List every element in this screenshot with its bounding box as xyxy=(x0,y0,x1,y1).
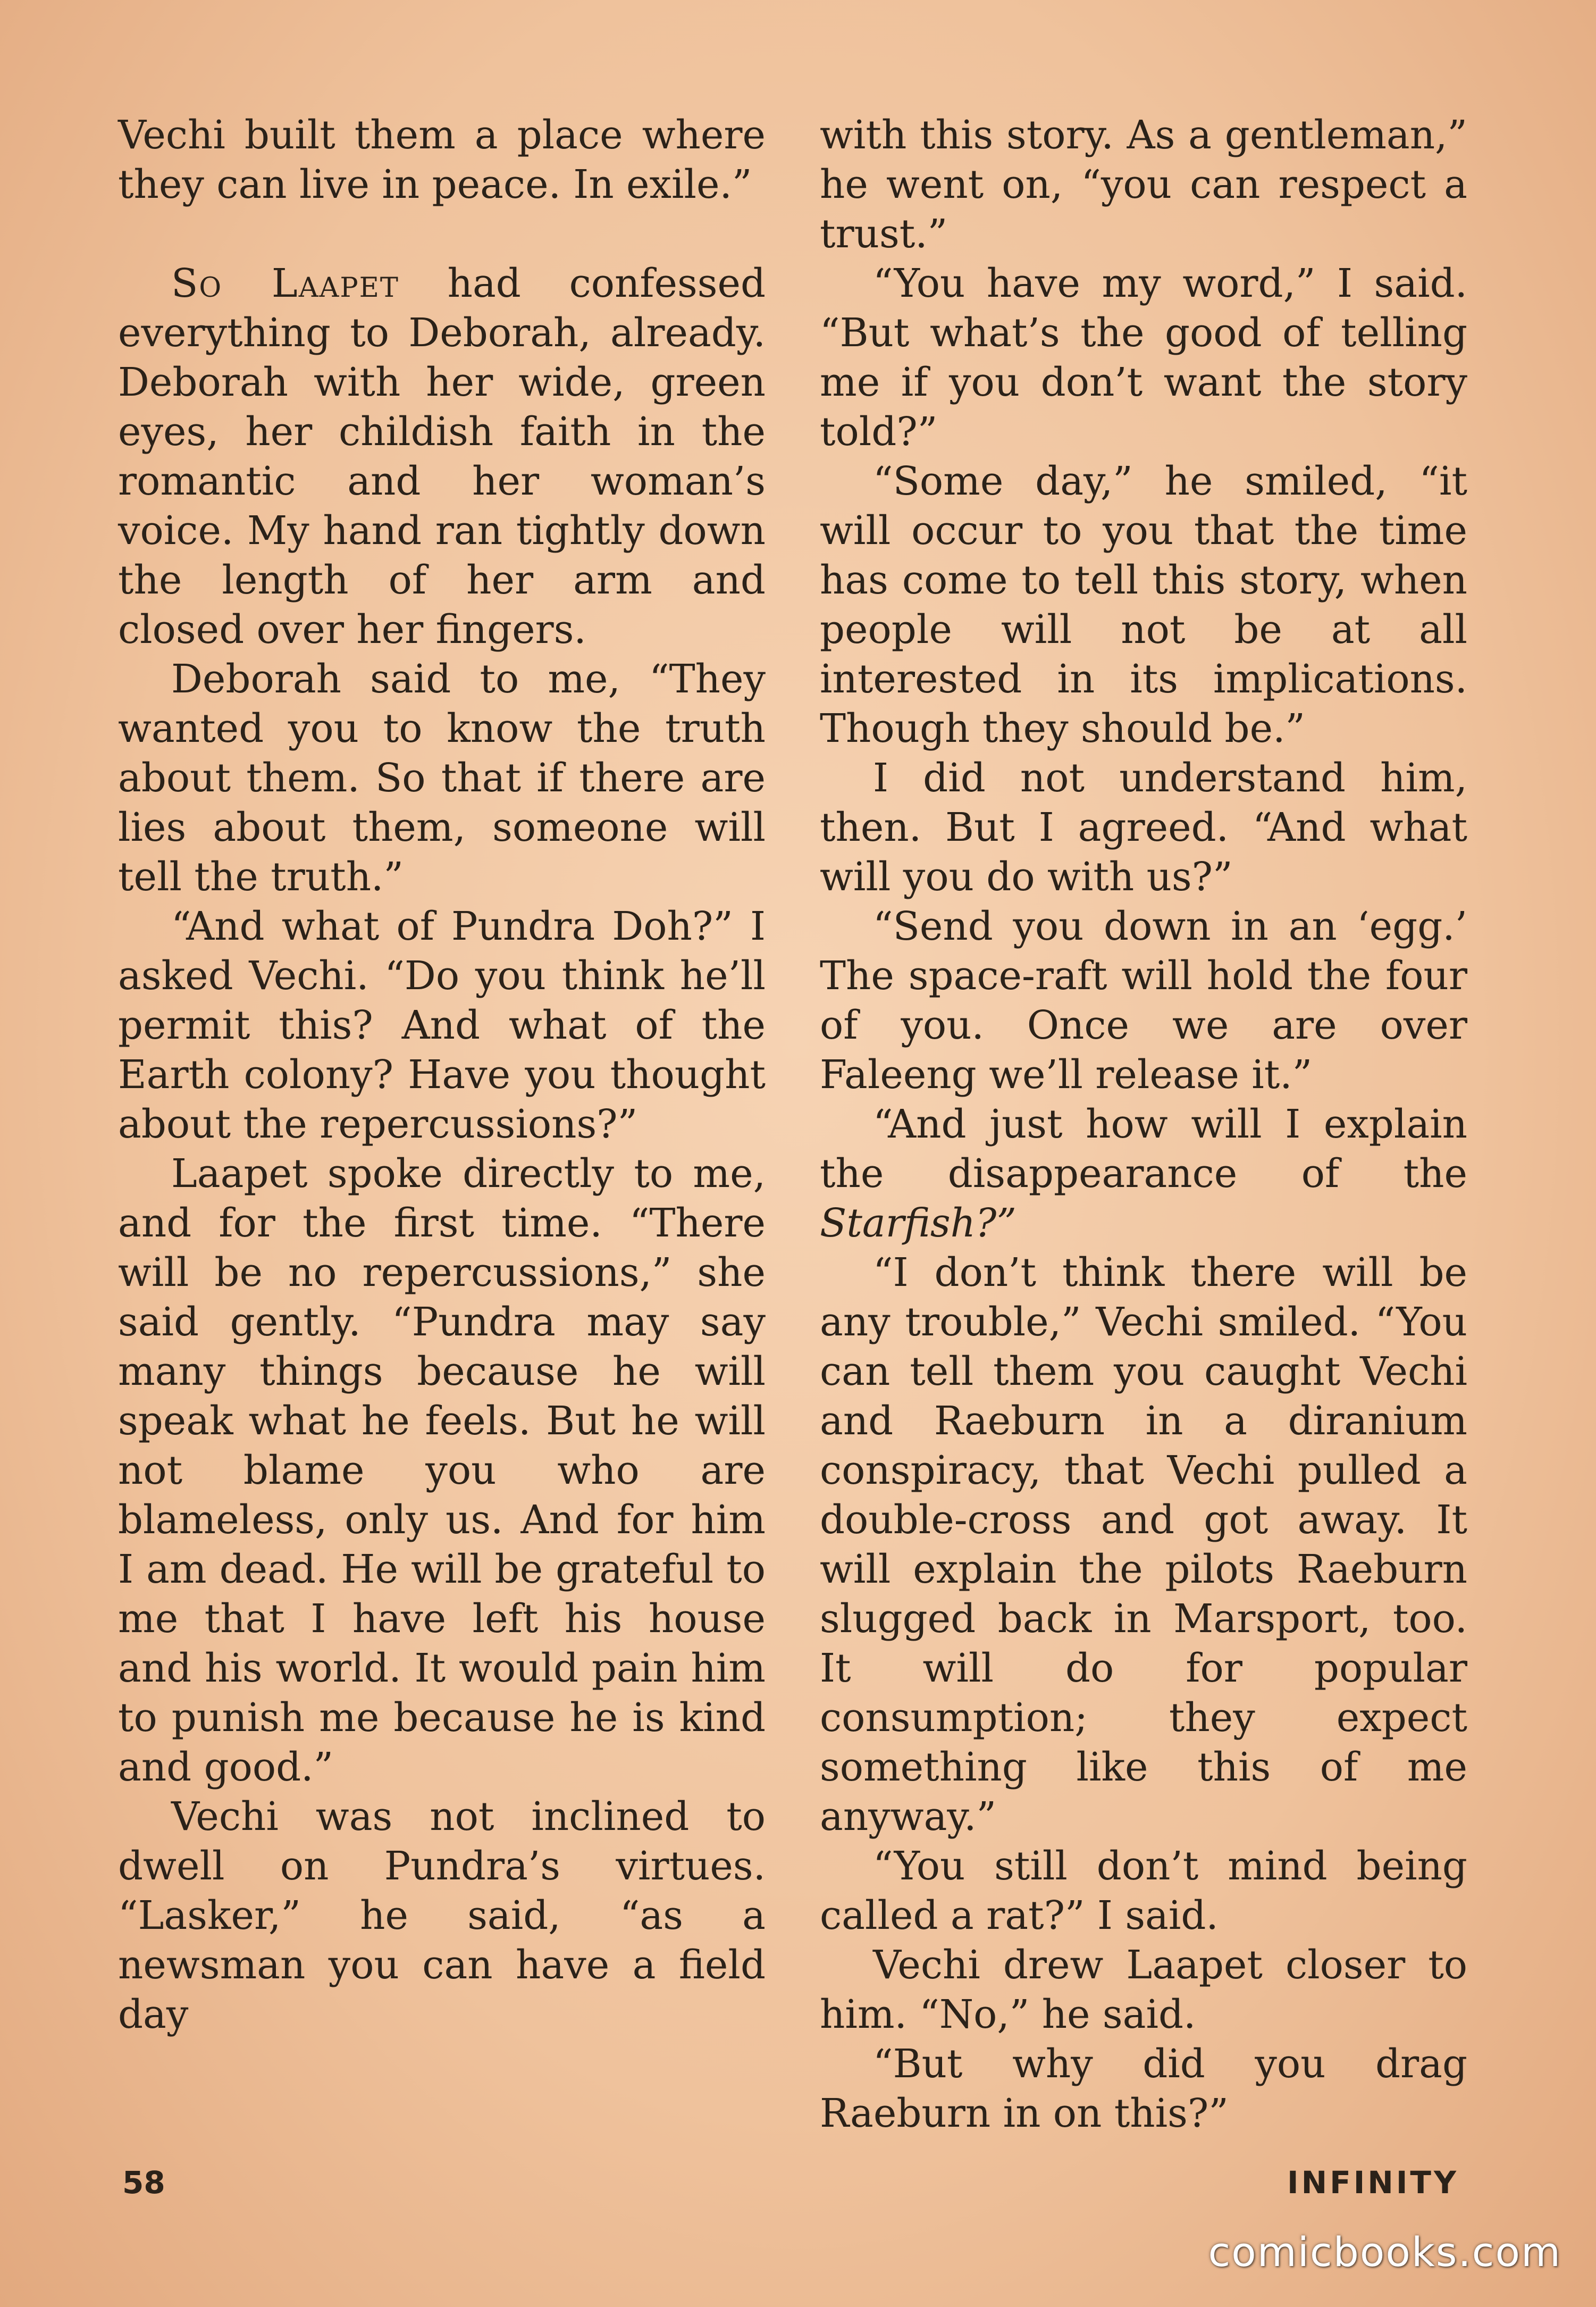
paragraph xyxy=(820,1941,1467,2039)
left-text-column xyxy=(118,111,766,2039)
paragraph-text: Deborah said to me, “They wanted you to know the truth about them. So that if there are lies about them, someone will tell the truth.” xyxy=(118,657,766,900)
paragraph-text: “Send you down in an ‘egg.’ The space-raft will hold the four of you. Once we are over Faleeng we’ll release it.” xyxy=(820,904,1467,1098)
paragraph-text: “Some day,” he smiled, “it will occur to you that the time has come to tell this story, when people will not be at all interested in its implications. Though they should be.” xyxy=(820,459,1467,751)
paragraph-text: had confessed everything to Deborah, already. Deborah with her wide, green eyes, her childish faith in the romantic and her woman’s voice. My hand ran tightly down the length of her arm and closed over her fingers. xyxy=(118,261,766,653)
ship-name: Starfish?” xyxy=(820,1201,1017,1246)
paragraph xyxy=(820,1100,1467,1248)
magazine-name: INFINITY xyxy=(1287,2164,1459,2201)
paragraph xyxy=(820,754,1467,902)
paragraph-text: Laapet spoke directly to me, and for the first time. “There will be no repercussions,” she said gently. “Pundra may say many things because he will speak what he feels. But he will not blame you who are blameless, only us. And for him I am dead. He will be grateful to me that I have left his house and his world. It would pain him to punish me because he is kind and good.” xyxy=(118,1151,766,1790)
paragraph-text: “And what of Pundra Doh?” I asked Vechi. “Do you think he’ll permit this? And what of the Earth colony? Have you thought about the repercussions?” xyxy=(118,904,766,1147)
paragraph-text: Vechi was not inclined to dwell on Pundra’s virtues. “Lasker,” he said, “as a newsman you can have a field day xyxy=(118,1794,766,2037)
right-text-column xyxy=(820,111,1467,2138)
paragraph-text: “I don’t think there will be any trouble,” Vechi smiled. “You can tell them you caught Vechi and Raeburn in a diranium conspiracy, that Vechi pulled a double-cross and got away. It will explain the pilots Raeburn slugged back in Marsport, too. It will do for popular consumption; they expect something like this of me anyway.” xyxy=(820,1250,1467,1840)
paragraph xyxy=(820,1248,1467,1842)
paragraph xyxy=(820,111,1467,259)
paragraph xyxy=(118,111,766,210)
paragraph xyxy=(820,457,1467,754)
paragraph xyxy=(118,655,766,902)
paragraph-text: Vechi drew Laapet closer to him. “No,” he said. xyxy=(820,1943,1467,2037)
paragraph-text: “You still don’t mind being called a rat?” I said. xyxy=(820,1844,1467,1938)
paragraph-text: “And just how will I explain the disappearance of the xyxy=(820,1102,1467,1197)
paragraph xyxy=(118,1149,766,1792)
paragraph xyxy=(820,902,1467,1100)
page-number: 58 xyxy=(122,2164,165,2201)
watermark: comicbooks.com xyxy=(1208,2228,1561,2276)
paragraph-text: “You have my word,” I said. “But what’s the good of telling me if you don’t want the story told?” xyxy=(820,261,1467,455)
paragraph-text: “But why did you drag Raeburn in on this?” xyxy=(820,2042,1467,2136)
paragraph-text: I did not understand him, then. But I agreed. “And what will you do with us?” xyxy=(820,756,1467,900)
paragraph-text: Vechi built them a place where they can live in peace. In exile.” xyxy=(118,113,766,207)
paragraph xyxy=(118,259,766,655)
paragraph-text: with this story. As a gentleman,” he went on, “you can respect a trust.” xyxy=(820,113,1467,257)
paragraph xyxy=(820,2039,1467,2138)
paragraph xyxy=(118,1792,766,2039)
paragraph xyxy=(820,1842,1467,1941)
section-lead-in: So Laapet xyxy=(171,261,399,306)
paragraph xyxy=(118,902,766,1149)
paragraph xyxy=(820,259,1467,457)
